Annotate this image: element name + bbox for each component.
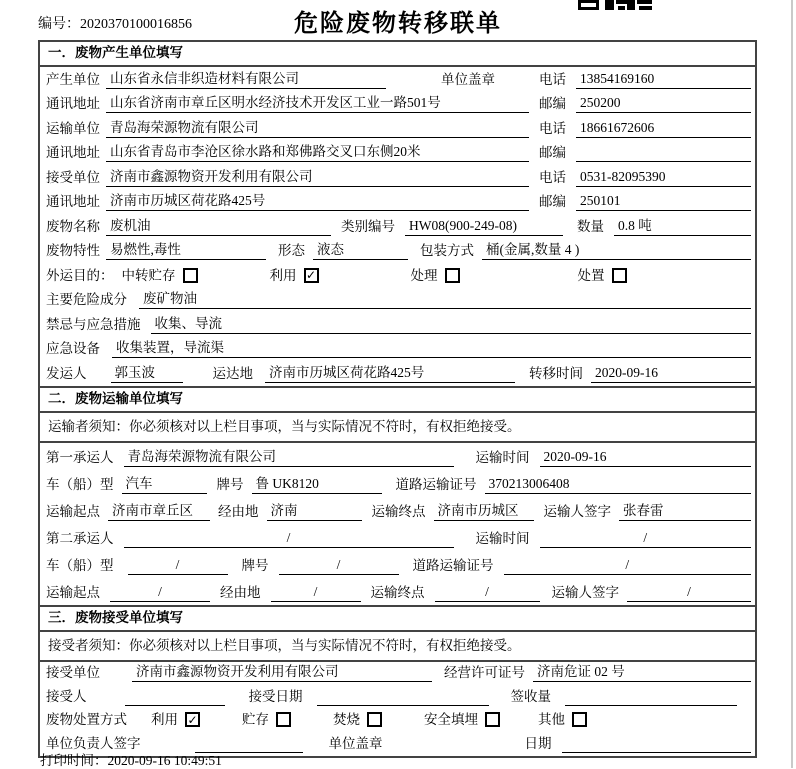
- field-label: 运输时间: [475, 530, 530, 546]
- checkbox-label: 处理: [410, 267, 438, 283]
- field-label: 运达地: [212, 365, 253, 381]
- field-value: 桶(金属,数量 4 ): [482, 242, 751, 260]
- field-label: 接受人: [46, 688, 87, 704]
- field-value: /: [435, 584, 540, 602]
- field-value: 张春雷: [619, 503, 751, 521]
- field-value: 250101: [576, 193, 751, 211]
- checkbox-checked-icon: ✓: [304, 268, 319, 283]
- qr-code-icon: [578, 0, 654, 10]
- field-value-empty: [576, 145, 751, 162]
- field-value: 18661672606: [576, 120, 751, 138]
- field-label: 运输起点: [46, 584, 100, 600]
- section-header: 一．废物产生单位填写: [40, 42, 755, 67]
- form-row: [40, 662, 755, 686]
- field-label: 车（船）型: [46, 476, 114, 492]
- checkbox-label: 利用: [151, 712, 178, 727]
- field-value: 收集装置，导流渠: [112, 340, 751, 358]
- field-value-empty: [125, 689, 225, 706]
- print-time: 打印时间：2020-09-16 10:49:51: [40, 753, 222, 768]
- field-label: 数量: [577, 218, 604, 234]
- field-label: 运输单位: [46, 120, 100, 136]
- field-label: 签收量: [510, 688, 551, 704]
- field-label: 经由地: [218, 503, 259, 519]
- form-row: [40, 551, 755, 578]
- form-row: [40, 578, 755, 605]
- checkbox-option: [578, 268, 627, 285]
- checkbox-label: 处置: [577, 267, 605, 283]
- checkbox-unchecked-icon: [572, 712, 587, 727]
- checkbox-option: [411, 268, 460, 285]
- field-value: 易燃性,毒性: [106, 242, 266, 260]
- field-value: 收集、导流: [151, 316, 752, 334]
- field-value: 2020-09-16: [591, 365, 751, 383]
- field-value: /: [504, 557, 752, 575]
- field-label: 电话: [539, 120, 566, 136]
- field-value: /: [540, 530, 752, 548]
- field-value: 济南市鑫源物资开发利用有限公司: [132, 664, 432, 682]
- field-label: 电话: [539, 71, 566, 87]
- field-label: 废物特性: [46, 243, 100, 258]
- form-row: [40, 165, 755, 190]
- field-value: /: [110, 584, 210, 602]
- field-label: 产生单位: [46, 71, 100, 87]
- form-row: [40, 337, 755, 362]
- field-value: 济南市鑫源物资开发利用有限公司: [106, 169, 529, 187]
- field-label: 废物处置方式: [46, 712, 127, 727]
- field-value: 济南: [267, 503, 362, 521]
- field-label: 通讯地址: [46, 96, 100, 111]
- field-label: 车（船）型: [46, 557, 114, 573]
- field-value: 废矿物油: [139, 291, 751, 309]
- notice-text: 接受者须知：你必须核对以上栏目事项，当与实际情况不符时，有权拒绝接受。: [40, 632, 755, 662]
- section-header: 二．废物运输单位填写: [40, 386, 755, 413]
- field-value: 250200: [576, 95, 751, 113]
- checkbox-option: [424, 712, 500, 729]
- checkbox-label: 焚烧: [333, 712, 360, 727]
- checkbox-unchecked-icon: [276, 712, 291, 727]
- form-row: [40, 443, 755, 470]
- field-label: 邮编: [539, 194, 566, 209]
- field-label: 单位负责人签字: [46, 735, 141, 751]
- checkbox-label: 其他: [538, 712, 565, 727]
- checkbox-unchecked-icon: [485, 712, 500, 727]
- page-edge-line: [791, 0, 793, 768]
- field-label: 应急设备: [46, 341, 100, 356]
- checkbox-label: 贮存: [242, 712, 269, 727]
- field-label: 第一承运人: [46, 449, 114, 465]
- field-label: 通讯地址: [46, 194, 100, 209]
- field-label: 电话: [539, 169, 566, 185]
- field-value: 济南市历城区荷花路425号: [265, 365, 515, 383]
- field-label: 接受单位: [46, 169, 100, 185]
- checkbox-option: [333, 712, 382, 729]
- field-value: 0531-82095390: [576, 169, 751, 187]
- field-value: 山东省永信非织造材料有限公司: [106, 71, 386, 89]
- field-value: 山东省济南市章丘区明水经济技术开发区工业一路501号: [106, 95, 529, 113]
- field-label: 禁忌与应急措施: [46, 316, 141, 332]
- form-row: [40, 190, 755, 215]
- notice-text: 运输者须知：你必须核对以上栏目事项，当与实际情况不符时，有权拒绝接受。: [40, 413, 755, 443]
- form-row: [40, 288, 755, 313]
- checkbox-unchecked-icon: [445, 268, 460, 283]
- checkbox-unchecked-icon: [183, 268, 198, 283]
- field-value: 370213006408: [485, 476, 752, 494]
- field-value-empty: [562, 736, 752, 753]
- field-label: 单位盖章: [328, 735, 383, 751]
- form-row: [40, 263, 755, 288]
- checkbox-unchecked-icon: [612, 268, 627, 283]
- field-value: 13854169160: [576, 71, 751, 89]
- form-row: [40, 312, 755, 337]
- checkbox-option: [151, 712, 200, 729]
- field-label: 类别编号: [341, 218, 395, 234]
- field-value: 0.8 吨: [614, 218, 751, 236]
- page-title: 危险废物转移联单: [294, 10, 502, 37]
- field-value: /: [627, 584, 751, 602]
- section-header: 三．废物接受单位填写: [40, 605, 755, 632]
- checkbox-option: [270, 268, 319, 285]
- checkbox-label: 安全填埋: [424, 712, 478, 727]
- field-value: /: [124, 530, 454, 548]
- field-value: /: [279, 557, 399, 575]
- form-row: [40, 709, 755, 733]
- checkbox-label: 中转贮存: [121, 267, 176, 283]
- field-value: 济南危证 02 号: [533, 664, 751, 682]
- field-label: 牌号: [216, 476, 244, 492]
- field-value: 汽车: [122, 476, 207, 494]
- field-value: /: [128, 557, 228, 575]
- field-label: 单位盖章: [441, 71, 495, 87]
- field-label: 经由地: [220, 584, 261, 600]
- field-value: 山东省青岛市李沧区徐水路和郑佛路交叉口东侧20米: [106, 144, 529, 162]
- field-label: 接受单位: [46, 665, 100, 680]
- field-label: 运输人签字: [551, 584, 619, 600]
- field-value: 青岛海荣源物流有限公司: [124, 449, 454, 467]
- field-label: 包装方式: [420, 243, 474, 258]
- field-label: 外运目的：: [46, 267, 114, 283]
- field-value: 鲁 UK8120: [252, 476, 382, 494]
- field-label: 形态: [278, 243, 305, 258]
- form-row: [40, 239, 755, 264]
- form-row: [40, 214, 755, 239]
- checkbox-option: [538, 712, 587, 729]
- checkbox-checked-icon: ✓: [185, 712, 200, 727]
- field-label: 通讯地址: [46, 145, 100, 160]
- field-label: 经营许可证号: [444, 665, 525, 680]
- field-label: 发运人: [46, 365, 87, 381]
- form-row: [40, 361, 755, 386]
- field-value: /: [271, 584, 361, 602]
- form-row: [40, 141, 755, 166]
- field-label: 牌号: [241, 557, 269, 573]
- field-value-empty: [565, 689, 737, 706]
- form-row: [40, 524, 755, 551]
- field-label: 道路运输证号: [412, 557, 494, 573]
- field-label: 接受日期: [248, 688, 303, 704]
- checkbox-option: [242, 712, 291, 729]
- form-row: [40, 497, 755, 524]
- field-label: 运输终点: [370, 584, 425, 600]
- field-value: 济南市历城区荷花路425号: [106, 193, 529, 211]
- field-label: 运输起点: [46, 503, 100, 519]
- form-row: [40, 92, 755, 117]
- field-value: 郭玉波: [111, 365, 183, 383]
- field-label: 道路运输证号: [395, 476, 477, 492]
- form-row: [40, 67, 755, 92]
- field-label: 转移时间: [529, 365, 583, 381]
- field-value: 液态: [313, 242, 408, 260]
- field-value-empty: [317, 689, 489, 706]
- form-row: [40, 685, 755, 709]
- field-value: 青岛海荣源物流有限公司: [106, 120, 529, 138]
- field-label: 主要危险成分: [46, 292, 127, 307]
- field-value: 2020-09-16: [540, 449, 752, 467]
- field-label: 第二承运人: [46, 530, 114, 546]
- checkbox-unchecked-icon: [367, 712, 382, 727]
- checkbox-option: [122, 268, 198, 285]
- form-row: [40, 470, 755, 497]
- field-label: 日期: [524, 735, 552, 751]
- field-label: 运输终点: [371, 503, 426, 519]
- field-label: 运输时间: [475, 449, 530, 465]
- checkbox-label: 利用: [269, 267, 297, 283]
- field-value: HW08(900-249-08): [405, 218, 563, 236]
- field-label: 邮编: [539, 145, 566, 160]
- doc-number: 编号：2020370100016856: [38, 17, 192, 32]
- form-row: [40, 116, 755, 141]
- field-value: 济南市历城区: [434, 503, 534, 521]
- field-value: 济南市章丘区: [108, 503, 210, 521]
- form-table: [38, 40, 757, 758]
- field-label: 邮编: [539, 96, 566, 111]
- field-value: 废机油: [106, 218, 331, 236]
- field-label: 废物名称: [46, 218, 100, 234]
- field-label: 运输人签字: [543, 503, 611, 519]
